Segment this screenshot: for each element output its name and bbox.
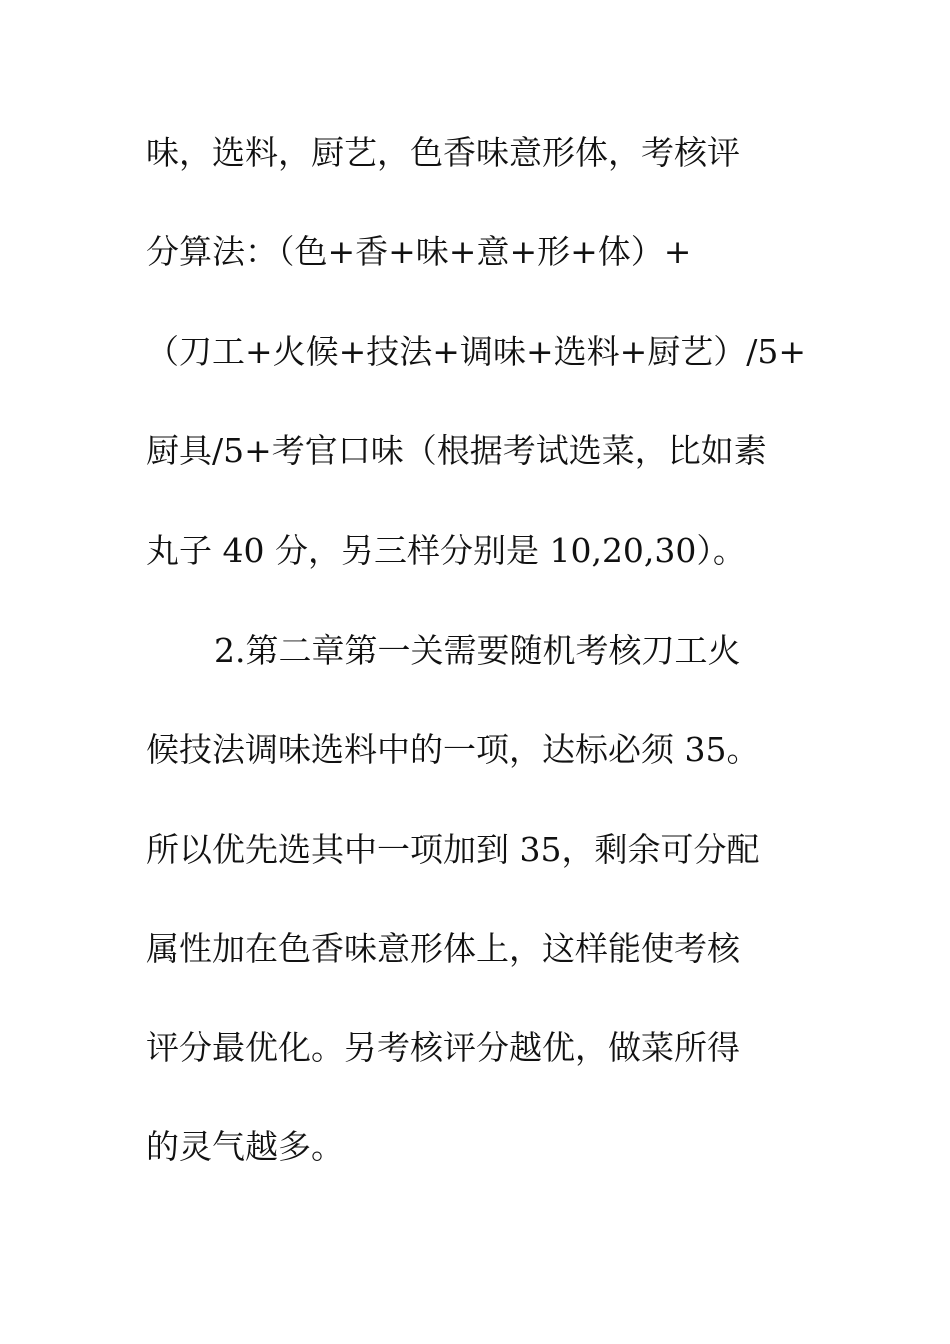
paragraph-2-line-6: 的灵气越多。 — [146, 1127, 344, 1166]
paragraph-1-line-3: （刀工+火候+技法+调味+选料+厨艺）/5+ — [146, 332, 807, 371]
paragraph-2-line-3: 所以优先选其中一项加到 35，剩余可分配 — [146, 830, 760, 869]
paragraph-2-line-5: 评分最优化。另考核评分越优，做菜所得 — [146, 1028, 740, 1067]
paragraph-1-line-4: 厨具/5+考官口味（根据考试选菜，比如素 — [146, 431, 767, 470]
paragraph-2-line-2: 候技法调味选料中的一项，达标必须 35。 — [146, 730, 760, 769]
paragraph-1-line-1: 味，选料，厨艺，色香味意形体，考核评 — [146, 133, 740, 172]
paragraph-2-line-1: 2.第二章第一关需要随机考核刀工火 — [214, 631, 741, 670]
paragraph-1-line-5: 丸子 40 分，另三样分别是 10,20,30）。 — [146, 531, 746, 570]
paragraph-2-line-4: 属性加在色香味意形体上，这样能使考核 — [146, 929, 740, 968]
paragraph-1-line-2: 分算法：（色+香+味+意+形+体）+ — [146, 232, 692, 271]
